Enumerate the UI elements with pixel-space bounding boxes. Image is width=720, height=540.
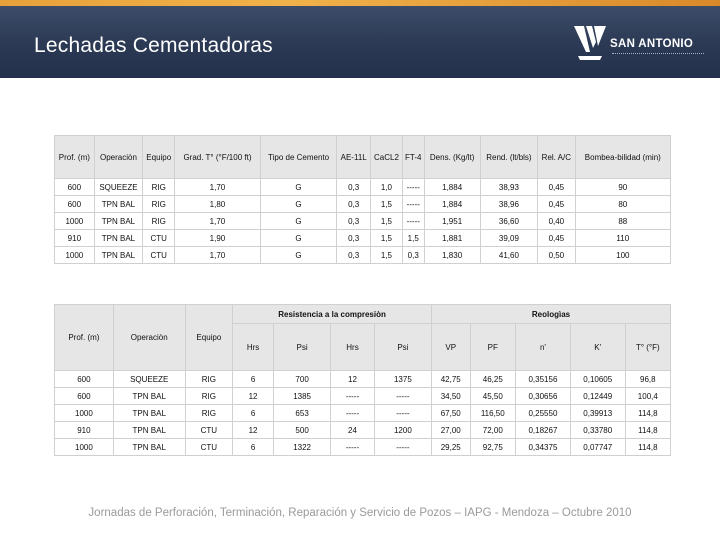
table2-subheader-cell: Psi xyxy=(274,324,331,371)
table1-cell: 1000 xyxy=(55,213,95,230)
table1-cell: 0,45 xyxy=(538,230,576,247)
table1-header-cell: Grad. T° (°F/100 ft) xyxy=(175,136,260,179)
table2-cell: ----- xyxy=(374,439,431,456)
table2-cell: 114,8 xyxy=(625,405,670,422)
table2-cell: 700 xyxy=(274,371,331,388)
table1-cell: 0,3 xyxy=(337,213,371,230)
table1-cell: G xyxy=(260,196,337,213)
table1-cell: 0,3 xyxy=(402,247,424,264)
table1-cell: 1,5 xyxy=(370,230,402,247)
table2-group-row xyxy=(55,305,671,324)
table-row xyxy=(55,213,671,230)
table1-cell: 110 xyxy=(575,230,670,247)
table2-cell: 45,50 xyxy=(470,388,516,405)
table1-cell: 38,93 xyxy=(480,179,537,196)
table2-subheader-cell: T° (°F) xyxy=(625,324,670,371)
table2-cell: 0,07747 xyxy=(570,439,625,456)
table2-cell: 67,50 xyxy=(431,405,470,422)
table1-header-cell: CaCL2 xyxy=(370,136,402,179)
table2-cell: 1375 xyxy=(374,371,431,388)
table1-cell: 1000 xyxy=(55,247,95,264)
table2-cell: ----- xyxy=(374,388,431,405)
table1-cell: 41,60 xyxy=(480,247,537,264)
table2-cell: 34,50 xyxy=(431,388,470,405)
table1-cell: 100 xyxy=(575,247,670,264)
logo-mark-icon xyxy=(572,22,608,62)
table2-cell: ----- xyxy=(331,439,375,456)
table1-cell: 88 xyxy=(575,213,670,230)
table2-cell: 116,50 xyxy=(470,405,516,422)
table1-cell: 39,09 xyxy=(480,230,537,247)
slide-header xyxy=(0,0,720,78)
table1-header-row xyxy=(55,136,671,179)
table1-cell: G xyxy=(260,213,337,230)
table2-cell: 0,25550 xyxy=(516,405,571,422)
table1-cell: ----- xyxy=(402,196,424,213)
header-accent-bar xyxy=(0,0,720,6)
table1-cell: ----- xyxy=(402,213,424,230)
table1-cell: G xyxy=(260,247,337,264)
table-row xyxy=(55,422,671,439)
table2-cell: 24 xyxy=(331,422,375,439)
table1-cell: 1,80 xyxy=(175,196,260,213)
logo-underline xyxy=(612,53,704,56)
table-row xyxy=(55,247,671,264)
table1-cell: 1,90 xyxy=(175,230,260,247)
slurry-properties-table xyxy=(54,135,671,264)
table1-cell: 38,96 xyxy=(480,196,537,213)
table-row xyxy=(55,371,671,388)
table2-cell: 1322 xyxy=(274,439,331,456)
table1-cell: 1,5 xyxy=(370,213,402,230)
table1-header-cell: Tipo de Cemento xyxy=(260,136,337,179)
table2-cell: 500 xyxy=(274,422,331,439)
table2-cell: 0,12449 xyxy=(570,388,625,405)
table1-header-cell: Bombea-bilidad (min) xyxy=(575,136,670,179)
table2-cell: 46,25 xyxy=(470,371,516,388)
table1-cell: 1,70 xyxy=(175,179,260,196)
table2-cell: RIG xyxy=(185,371,232,388)
table2-cell: 910 xyxy=(55,422,114,439)
table1-cell: CTU xyxy=(143,230,175,247)
table2-cell: 6 xyxy=(233,405,274,422)
table2-cell: 72,00 xyxy=(470,422,516,439)
table2-cell: 0,34375 xyxy=(516,439,571,456)
table2-cell: CTU xyxy=(185,439,232,456)
table2-cell: 0,10605 xyxy=(570,371,625,388)
table1-cell: SQUEEZE xyxy=(94,179,143,196)
table1-cell: 910 xyxy=(55,230,95,247)
table2-cell: 6 xyxy=(233,439,274,456)
table1-cell: 1,5 xyxy=(370,196,402,213)
table1-cell: 1,70 xyxy=(175,213,260,230)
table-row xyxy=(55,196,671,213)
table2-cell: 0,33780 xyxy=(570,422,625,439)
table2-cell: RIG xyxy=(185,388,232,405)
table1-header-cell: Prof. (m) xyxy=(55,136,95,179)
table1-header-cell: Equipo xyxy=(143,136,175,179)
table2-cell: 100,4 xyxy=(625,388,670,405)
table2-subheader-cell: Hrs xyxy=(233,324,274,371)
resistencia-group-header: Resistencia a la compresiòn xyxy=(233,305,432,324)
table2-subheader-cell: Hrs xyxy=(331,324,375,371)
table2-cell: TPN BAL xyxy=(113,439,185,456)
table2-cell: 27,00 xyxy=(431,422,470,439)
table2-cell: 12 xyxy=(331,371,375,388)
table1-cell: 1,830 xyxy=(424,247,480,264)
table2-cell: ----- xyxy=(331,388,375,405)
table1-cell: G xyxy=(260,179,337,196)
table1-cell: RIG xyxy=(143,196,175,213)
table2-cell: RIG xyxy=(185,405,232,422)
table-row xyxy=(55,388,671,405)
table2-cell: 96,8 xyxy=(625,371,670,388)
table2-cell: 1000 xyxy=(55,405,114,422)
table1-cell: TPN BAL xyxy=(94,247,143,264)
compression-rheology-table xyxy=(54,304,671,456)
table1-header-cell: Operaciòn xyxy=(94,136,143,179)
table1-cell: 1,0 xyxy=(370,179,402,196)
table1-header-cell: Rel. A/C xyxy=(538,136,576,179)
table2-cell: ----- xyxy=(374,405,431,422)
table2-cell: TPN BAL xyxy=(113,388,185,405)
table1-cell: RIG xyxy=(143,179,175,196)
logo-text: SAN ANTONIO xyxy=(610,38,694,50)
table1-cell: G xyxy=(260,230,337,247)
table2-subheader-cell: n' xyxy=(516,324,571,371)
reologias-group-header: Reologìas xyxy=(431,305,670,324)
table1-cell: RIG xyxy=(143,213,175,230)
table2-subheader-cell: K' xyxy=(570,324,625,371)
table2-cell: 1000 xyxy=(55,439,114,456)
table1-cell: TPN BAL xyxy=(94,230,143,247)
table2-cell: 1200 xyxy=(374,422,431,439)
table-row xyxy=(55,179,671,196)
table1-cell: ----- xyxy=(402,179,424,196)
table1-cell: 0,45 xyxy=(538,196,576,213)
table2-header-cell: Operaciòn xyxy=(113,305,185,371)
slide-title: Lechadas Cementadoras xyxy=(34,34,273,57)
table2-header-cell: Equipo xyxy=(185,305,232,371)
table2-cell: 12 xyxy=(233,388,274,405)
table1-cell: 1,5 xyxy=(370,247,402,264)
table2-cell: 42,75 xyxy=(431,371,470,388)
table1-cell: 0,3 xyxy=(337,196,371,213)
table1-cell: 0,50 xyxy=(538,247,576,264)
table2-cell: CTU xyxy=(185,422,232,439)
table1-cell: 600 xyxy=(55,196,95,213)
table1-header-cell: Dens. (Kg/lt) xyxy=(424,136,480,179)
table-row xyxy=(55,230,671,247)
table1-cell: 1,881 xyxy=(424,230,480,247)
table2-cell: 114,8 xyxy=(625,439,670,456)
table-row xyxy=(55,405,671,422)
table-row xyxy=(55,439,671,456)
table2-cell: 653 xyxy=(274,405,331,422)
table2-subheader-cell: VP xyxy=(431,324,470,371)
table1-cell: 1,951 xyxy=(424,213,480,230)
table1-cell: 1,884 xyxy=(424,179,480,196)
table2-cell: 600 xyxy=(55,371,114,388)
table1-cell: TPN BAL xyxy=(94,213,143,230)
table2-subheader-cell: Psi xyxy=(374,324,431,371)
table1-header-cell: AE-11L xyxy=(337,136,371,179)
table1-cell: 80 xyxy=(575,196,670,213)
table2-cell: 92,75 xyxy=(470,439,516,456)
table2-cell: 0,39913 xyxy=(570,405,625,422)
table2-cell: TPN BAL xyxy=(113,422,185,439)
table2-cell: TPN BAL xyxy=(113,405,185,422)
table2-cell: SQUEEZE xyxy=(113,371,185,388)
table2-cell: 0,18267 xyxy=(516,422,571,439)
table2-cell: 114,8 xyxy=(625,422,670,439)
table1-header-cell: FT-4 xyxy=(402,136,424,179)
table1-cell: CTU xyxy=(143,247,175,264)
table1-cell: 1,70 xyxy=(175,247,260,264)
table1-cell: 600 xyxy=(55,179,95,196)
slide-footer: Jornadas de Perforación, Terminación, Reparación y Servicio de Pozos – IAPG - Mendoza – Octubre 2010 xyxy=(88,507,632,519)
table2-cell: 0,30656 xyxy=(516,388,571,405)
table2-cell: 600 xyxy=(55,388,114,405)
table1-cell: 0,45 xyxy=(538,179,576,196)
table1-body xyxy=(55,179,671,264)
table2-cell: 29,25 xyxy=(431,439,470,456)
table1-header-cell: Rend. (lt/bls) xyxy=(480,136,537,179)
table1-cell: 0,3 xyxy=(337,179,371,196)
table1-cell: 1,884 xyxy=(424,196,480,213)
table1-cell: 1,5 xyxy=(402,230,424,247)
table2-subheader-cell: PF xyxy=(470,324,516,371)
table2-cell: 12 xyxy=(233,422,274,439)
table1-cell: 0,3 xyxy=(337,230,371,247)
san-antonio-logo xyxy=(572,22,712,66)
table1-cell: 90 xyxy=(575,179,670,196)
table2-cell: ----- xyxy=(331,405,375,422)
table1-cell: 36,60 xyxy=(480,213,537,230)
table2-header-cell: Prof. (m) xyxy=(55,305,114,371)
table1-cell: TPN BAL xyxy=(94,196,143,213)
table2-cell: 1385 xyxy=(274,388,331,405)
table2-cell: 6 xyxy=(233,371,274,388)
table1-cell: 0,40 xyxy=(538,213,576,230)
table2-body xyxy=(55,371,671,456)
table1-cell: 0,3 xyxy=(337,247,371,264)
table2-cell: 0,35156 xyxy=(516,371,571,388)
